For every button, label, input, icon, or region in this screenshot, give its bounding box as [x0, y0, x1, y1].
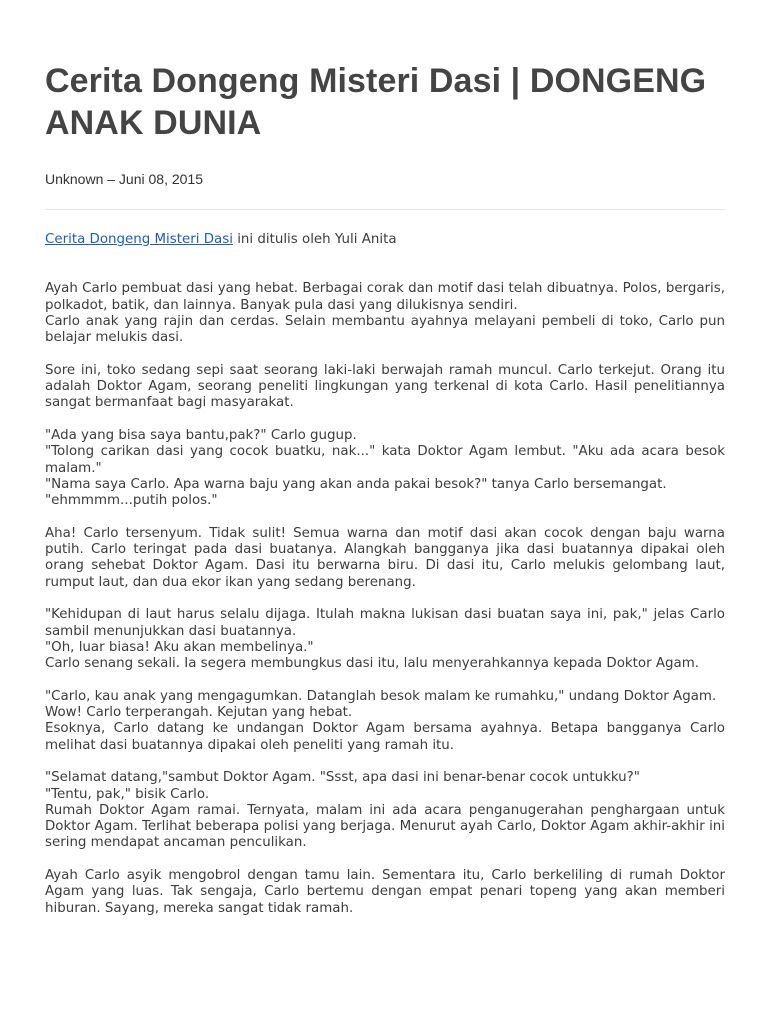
story-line: Ayah Carlo pembuat dasi yang hebat. Berbagai corak dan motif dasi telah dibuatnya. Polos, bergaris, polkadot, batik, dan lainnya. Banyak pula dasi yang dilukisnya sendiri.	[45, 281, 725, 313]
divider	[45, 209, 725, 210]
story-line: "Ada yang bisa saya bantu,pak?" Carlo gugup.	[45, 427, 357, 443]
story-line: Aha! Carlo tersenyum. Tidak sulit! Semua warna dan motif dasi akan cocok dengan baju warna putih. Carlo teringat pada dasi buatanya. Alangkah bangganya jika dasi buatannya dipakai oleh orang sehebat Doktor Agam. Dasi itu berwarna biru. Di dasi itu, Carlo melukis gelombang laut, rumput laut, dan dua ekor ikan yang sedang berenang.	[45, 525, 725, 590]
story-line: Rumah Doktor Agam ramai. Ternyata, malam ini ada acara penganugerahan penghargaan untuk Doktor Agam. Terlihat beberapa polisi yang berjaga. Menurut ayah Carlo, Doktor Agam akhir-akhir ini sering mendapat ancaman penculikan.	[45, 802, 725, 851]
post-meta: Unknown – Juni 08, 2015	[45, 171, 203, 187]
story-paragraph	[45, 868, 725, 917]
story-line: "Nama saya Carlo. Apa warna baju yang akan anda pakai besok?" tanya Carlo bersemangat.	[45, 476, 667, 492]
story-line: "Tentu, pak," bisik Carlo.	[45, 786, 210, 802]
intro-line	[45, 232, 725, 248]
story-paragraph	[45, 281, 725, 346]
story-line: "Carlo, kau anak yang mengagumkan. Datanglah besok malam ke rumahku," undang Doktor Agam.	[45, 688, 717, 704]
story-line: Esoknya, Carlo datang ke undangan Doktor Agam bersama ayahnya. Betapa bangganya Carlo melihat dasi buatannya dipakai oleh peneliti yang ramah itu.	[45, 721, 725, 753]
intro-author-text: ini ditulis oleh Yuli Anita	[232, 232, 397, 247]
story-line: "ehmmmm...putih polos."	[45, 493, 218, 509]
story-paragraph	[45, 363, 725, 412]
story-link[interactable]: Cerita Dongeng Misteri Dasi	[45, 232, 233, 247]
story-paragraphs	[45, 281, 725, 917]
story-line: "Tolong carikan dasi yang cocok buatku, nak..." kata Doktor Agam lembut. "Aku ada acara besok malam."	[45, 444, 725, 476]
story-line: "Kehidupan di laut harus selalu dijaga. Itulah makna lukisan dasi buatan saya ini, pak," jelas Carlo sambil menunjukkan dasi buatannya.	[45, 607, 725, 639]
post-title: Cerita Dongeng Misteri Dasi | DONGENG ANAK DUNIA	[45, 62, 707, 142]
story-line: "Selamat datang,"sambut Doktor Agam. "Ssst, apa dasi ini benar-benar cocok untukku?"	[45, 770, 640, 786]
story-line: Sore ini, toko sedang sepi saat seorang laki-laki berwajah ramah muncul. Carlo terkejut. Orang itu adalah Doktor Agam, seorang peneliti lingkungan yang terkenal di kota Carlo. Hasil penelitiannya sangat bermanfaat bagi masyarakat.	[45, 362, 725, 411]
story-line: Carlo senang sekali. Ia segera membungkus dasi itu, lalu menyerahkannya kepada Doktor Agam.	[45, 656, 700, 672]
story-line: Wow! Carlo terperangah. Kejutan yang hebat.	[45, 705, 353, 721]
story-line: Ayah Carlo asyik mengobrol dengan tamu lain. Sementara itu, Carlo berkeliling di rumah Doktor Agam yang luas. Tak sengaja, Carlo bertemu dengan empat penari topeng yang akan memberi hiburan. Sayang, mereka sangat tidak ramah.	[45, 867, 725, 916]
story-paragraph	[45, 770, 725, 851]
story-line: "Oh, luar biasa! Aku akan membelinya."	[45, 639, 314, 655]
story-line: Carlo anak yang rajin dan cerdas. Selain membantu ayahnya melayani pembeli di toko, Carlo pun belajar melukis dasi.	[45, 313, 725, 346]
blog-post	[45, 0, 725, 933]
post-body	[45, 232, 725, 917]
story-paragraph	[45, 689, 725, 754]
story-paragraph	[45, 526, 725, 591]
story-paragraph	[45, 428, 725, 509]
story-paragraph	[45, 607, 725, 672]
